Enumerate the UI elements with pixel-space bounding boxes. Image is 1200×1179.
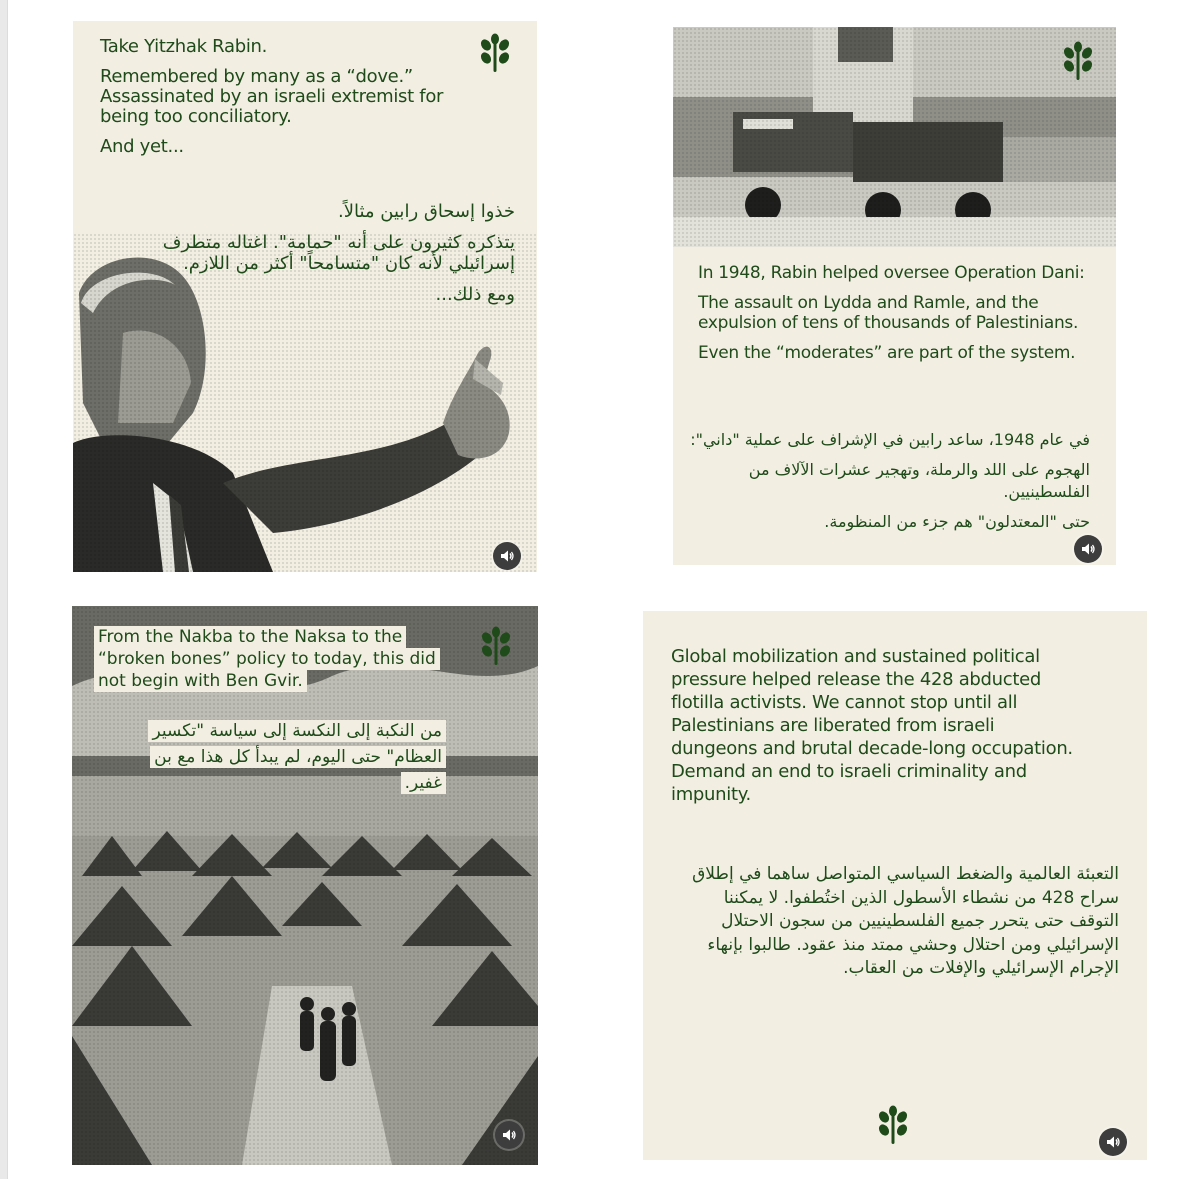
card2-ar-line-2: الهجوم على اللد والرملة، وتهجير عشرات الآلاف من الفلسطينيين.: [748, 460, 1090, 501]
card4-english-text: Global mobilization and sustained political pressure helped release the 428 abducted flotilla activists. We cannot stop until all Palestinians are liberated from israeli dungeons and brutal decade-long occupation. Demand an end to israeli criminality and impunity.: [671, 646, 1073, 805]
card2-ar-line-1: في عام 1948، ساعد رابين في الإشراف على عملية "داني":: [690, 430, 1090, 449]
card3-en-line: From the Nakba to the Naksa to the “broken bones” policy to today, this did not begin with Ben Gvir.: [94, 626, 440, 692]
card1-en-line-2: Remembered by many as a “dove.” Assassinated by an israeli extremist for being too conciliatory.: [100, 66, 444, 127]
audio-toggle-button[interactable]: [1099, 1128, 1127, 1156]
audio-toggle-button[interactable]: [1074, 535, 1102, 563]
sprout-logo-icon: [478, 33, 512, 73]
card2-en-line-2: The assault on Lydda and Ramle, and the expulsion of tens of thousands of Palestinians.: [698, 293, 1079, 333]
card3-ar-line: من النكبة إلى النكسة إلى سياسة "تكسير العظام" حتى اليوم، لم يبدأ كل هذا مع بن غفير.: [148, 720, 446, 794]
armored-vehicles-photo: [673, 27, 1116, 247]
speaker-icon: [1105, 1134, 1121, 1150]
post-card-rabin[interactable]: [73, 21, 537, 572]
post-card-flotilla[interactable]: [643, 611, 1147, 1160]
card2-english-text: [698, 263, 1088, 373]
card1-english-text: [100, 37, 480, 167]
card2-ar-line-3: حتى "المعتدلون" هم جزء من المنظومة.: [824, 512, 1090, 531]
post-card-operation-dani[interactable]: [673, 27, 1116, 565]
sprout-logo-icon: [479, 626, 513, 666]
sprout-logo-icon: [1061, 41, 1095, 81]
audio-toggle-button[interactable]: [493, 542, 521, 570]
card1-en-line-1: Take Yitzhak Rabin.: [100, 36, 268, 57]
card1-en-line-3: And yet...: [100, 136, 184, 157]
speaker-icon: [501, 1127, 517, 1143]
card1-ar-line-2: يتذكره كثيرون على أنه "حمامة". اغتاله متطرف إسرائيلي لأنه كان "متسامحاً" أكثر من اللازم.: [162, 232, 515, 274]
card1-ar-line-1: خذوا إسحاق رابين مثالاً.: [338, 201, 515, 222]
post-card-refugee-camp[interactable]: [72, 606, 538, 1165]
card2-en-line-1: In 1948, Rabin helped oversee Operation Dani:: [698, 263, 1085, 283]
speaker-icon: [1080, 541, 1096, 557]
card3-arabic-text: [126, 718, 446, 796]
card2-en-line-3: Even the “moderates” are part of the system.: [698, 343, 1076, 363]
card2-arabic-text: [690, 429, 1090, 541]
card3-english-text: [94, 626, 454, 692]
speaker-icon: [499, 548, 515, 564]
audio-toggle-button[interactable]: [495, 1121, 523, 1149]
card1-arabic-text: [115, 201, 515, 315]
card1-ar-line-3: ومع ذلك...: [435, 284, 515, 305]
sprout-logo-icon: [876, 1105, 910, 1145]
card4-arabic-text: التعبئة العالمية والضغط السياسي المتواصل ساهما في إطلاق سراح 428 من نشطاء الأسطول الذين اختُطفوا. لا يمكننا التوقف حتى يتحرر جميع الفلسطينيين من سجون الاحتلال الإسرائيلي ومن احتلال وحشي ممتد منذ عقود. طالبوا بإنهاء الإجرام الإسرائيلي والإفلات من العقاب.: [692, 864, 1119, 978]
window-left-edge: [0, 0, 8, 1179]
